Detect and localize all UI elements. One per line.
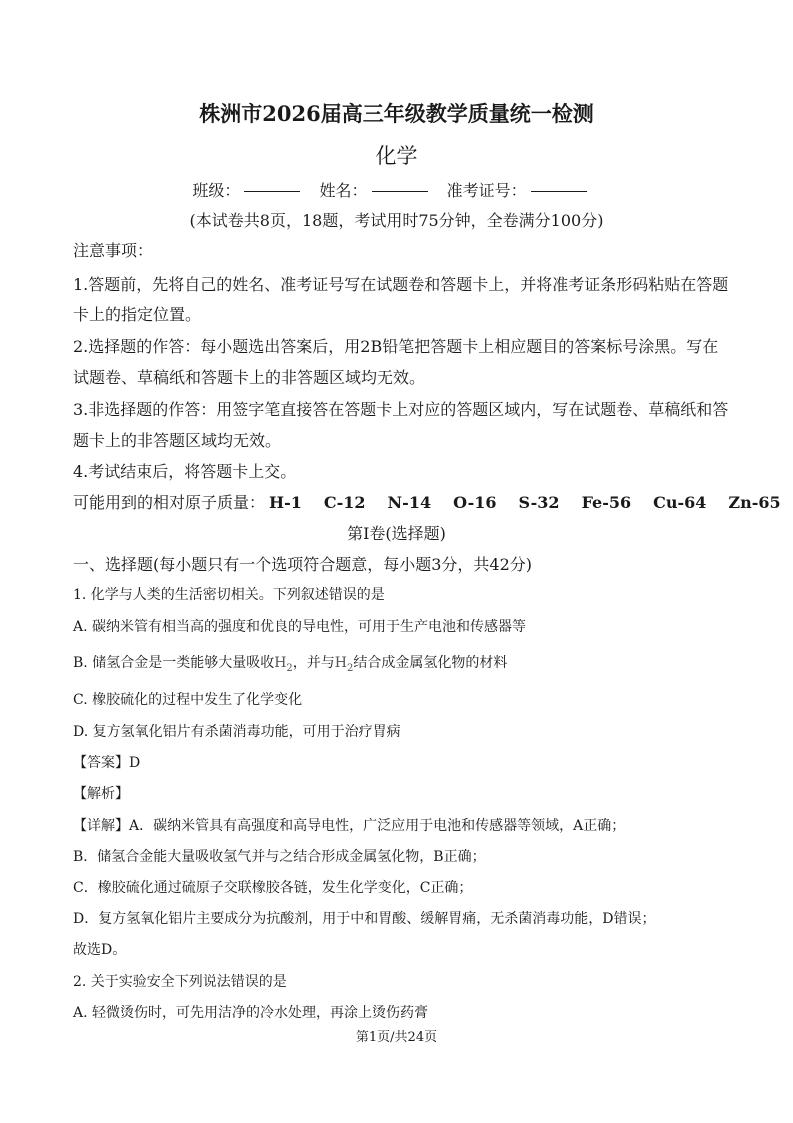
q2-option-a: A. 轻微烫伤时，可先用洁净的冷水处理，再涂上烫伤药膏 [73, 1005, 429, 1021]
notice-item-1a: 1.答题前，先将自己的姓名、准考证号写在试题卷和答题卡上，并将准考证条形码粘贴在答题 [73, 275, 729, 294]
subject-title: 化学 [375, 144, 418, 168]
q1-b-post: 结合成金属氢化物的材料 [353, 655, 508, 671]
part-one-heading: 一、选择题(每小题只有一个选项符合题意，每小题3分，共42分) [73, 555, 533, 574]
mass-o: O-16 [453, 493, 497, 512]
name-label: 姓名： [319, 181, 368, 200]
section-title: 第Ⅰ卷(选择题) [347, 524, 446, 543]
student-fields [0, 178, 793, 201]
class-label: 班级： [192, 181, 241, 200]
notice-item-2b: 试题卷、草稿纸和答题卡上的非答题区域均无效。 [73, 368, 426, 387]
mass-n: N-14 [387, 493, 432, 512]
q1-b-pre: B. 储氢合金是一类能够大量吸收 [73, 655, 275, 671]
atomic-mass-line [73, 490, 781, 513]
notice-item-3a: 3.非选择题的作答：用签字笔直接答在答题卡上对应的答题区域内，写在试题卷、草稿纸和答 [73, 400, 729, 419]
q1-detail-c: C．橡胶硫化通过硫原子交联橡胶各链，发生化学变化，C正确； [73, 880, 473, 896]
mass-cu: Cu-64 [653, 493, 707, 512]
q1-option-d: D. 复方氢氧化铝片有杀菌消毒功能，可用于治疗胃病 [73, 724, 401, 740]
mass-fe: Fe-56 [581, 493, 632, 512]
exam-id-blank [531, 190, 587, 192]
notice-item-3b: 题卡上的非答题区域均无效。 [73, 431, 282, 450]
notice-item-2a: 2.选择题的作答：每小题选出答案后，用2B铅笔把答题卡上相应题目的答案标号涂黑。写在 [73, 337, 719, 356]
mass-s: S-32 [518, 493, 560, 512]
q1-conclusion: 故选D。 [73, 942, 127, 958]
q1-answer: 【答案】D [73, 755, 141, 771]
notice-item-1b: 卡上的指定位置。 [73, 305, 202, 324]
q1-detail-a: 【详解】A．碳纳米管具有高强度和高导电性，广泛应用于电池和传感器等领域，A正确； [73, 818, 626, 834]
q1-option-c: C. 橡胶硫化的过程中发生了化学变化 [73, 692, 303, 708]
q1-analysis: 【解析】 [73, 786, 129, 802]
notice-item-4: 4.考试结束后，将答题卡上交。 [73, 462, 297, 481]
q1-detail-b: B．储氢合金能大量吸收氢气并与之结合形成金属氢化物，B正确； [73, 849, 486, 865]
exam-info: (本试卷共8页，18题，考试用时75分钟，全卷满分100分) [189, 211, 604, 230]
q1-option-a: A. 碳纳米管有相当高的强度和优良的导电性，可用于生产电池和传感器等 [73, 619, 527, 635]
q1-detail-d: D．复方氢氧化铝片主要成分为抗酸剂，用于中和胃酸、缓解胃痛，无杀菌消毒功能，D错误； [73, 911, 656, 927]
page-footer: 第1页/共24页 [355, 1030, 438, 1045]
h2-formula: $H_2$ [334, 655, 354, 674]
name-blank [372, 190, 428, 192]
mass-c: C-12 [323, 493, 366, 512]
q1-b-mid: ，并与 [292, 655, 335, 671]
q2-stem: 2. 关于实验安全下列说法错误的是 [73, 974, 287, 990]
class-blank [244, 190, 300, 192]
mass-h: H-1 [269, 493, 302, 512]
q1-stem: 1. 化学与人类的生活密切相关。下列叙述错误的是 [73, 587, 385, 603]
atomic-mass-label: 可能用到的相对原子质量： [73, 493, 266, 512]
mass-zn: Zn-65 [728, 493, 781, 512]
h2-formula: $H_2$ [274, 655, 293, 674]
notice-heading: 注意事项： [73, 241, 154, 260]
exam-id-label: 准考证号： [446, 181, 527, 200]
q1-option-b [73, 652, 733, 674]
exam-title: 株洲市2026届高三年级教学质量统一检测 [199, 101, 594, 126]
